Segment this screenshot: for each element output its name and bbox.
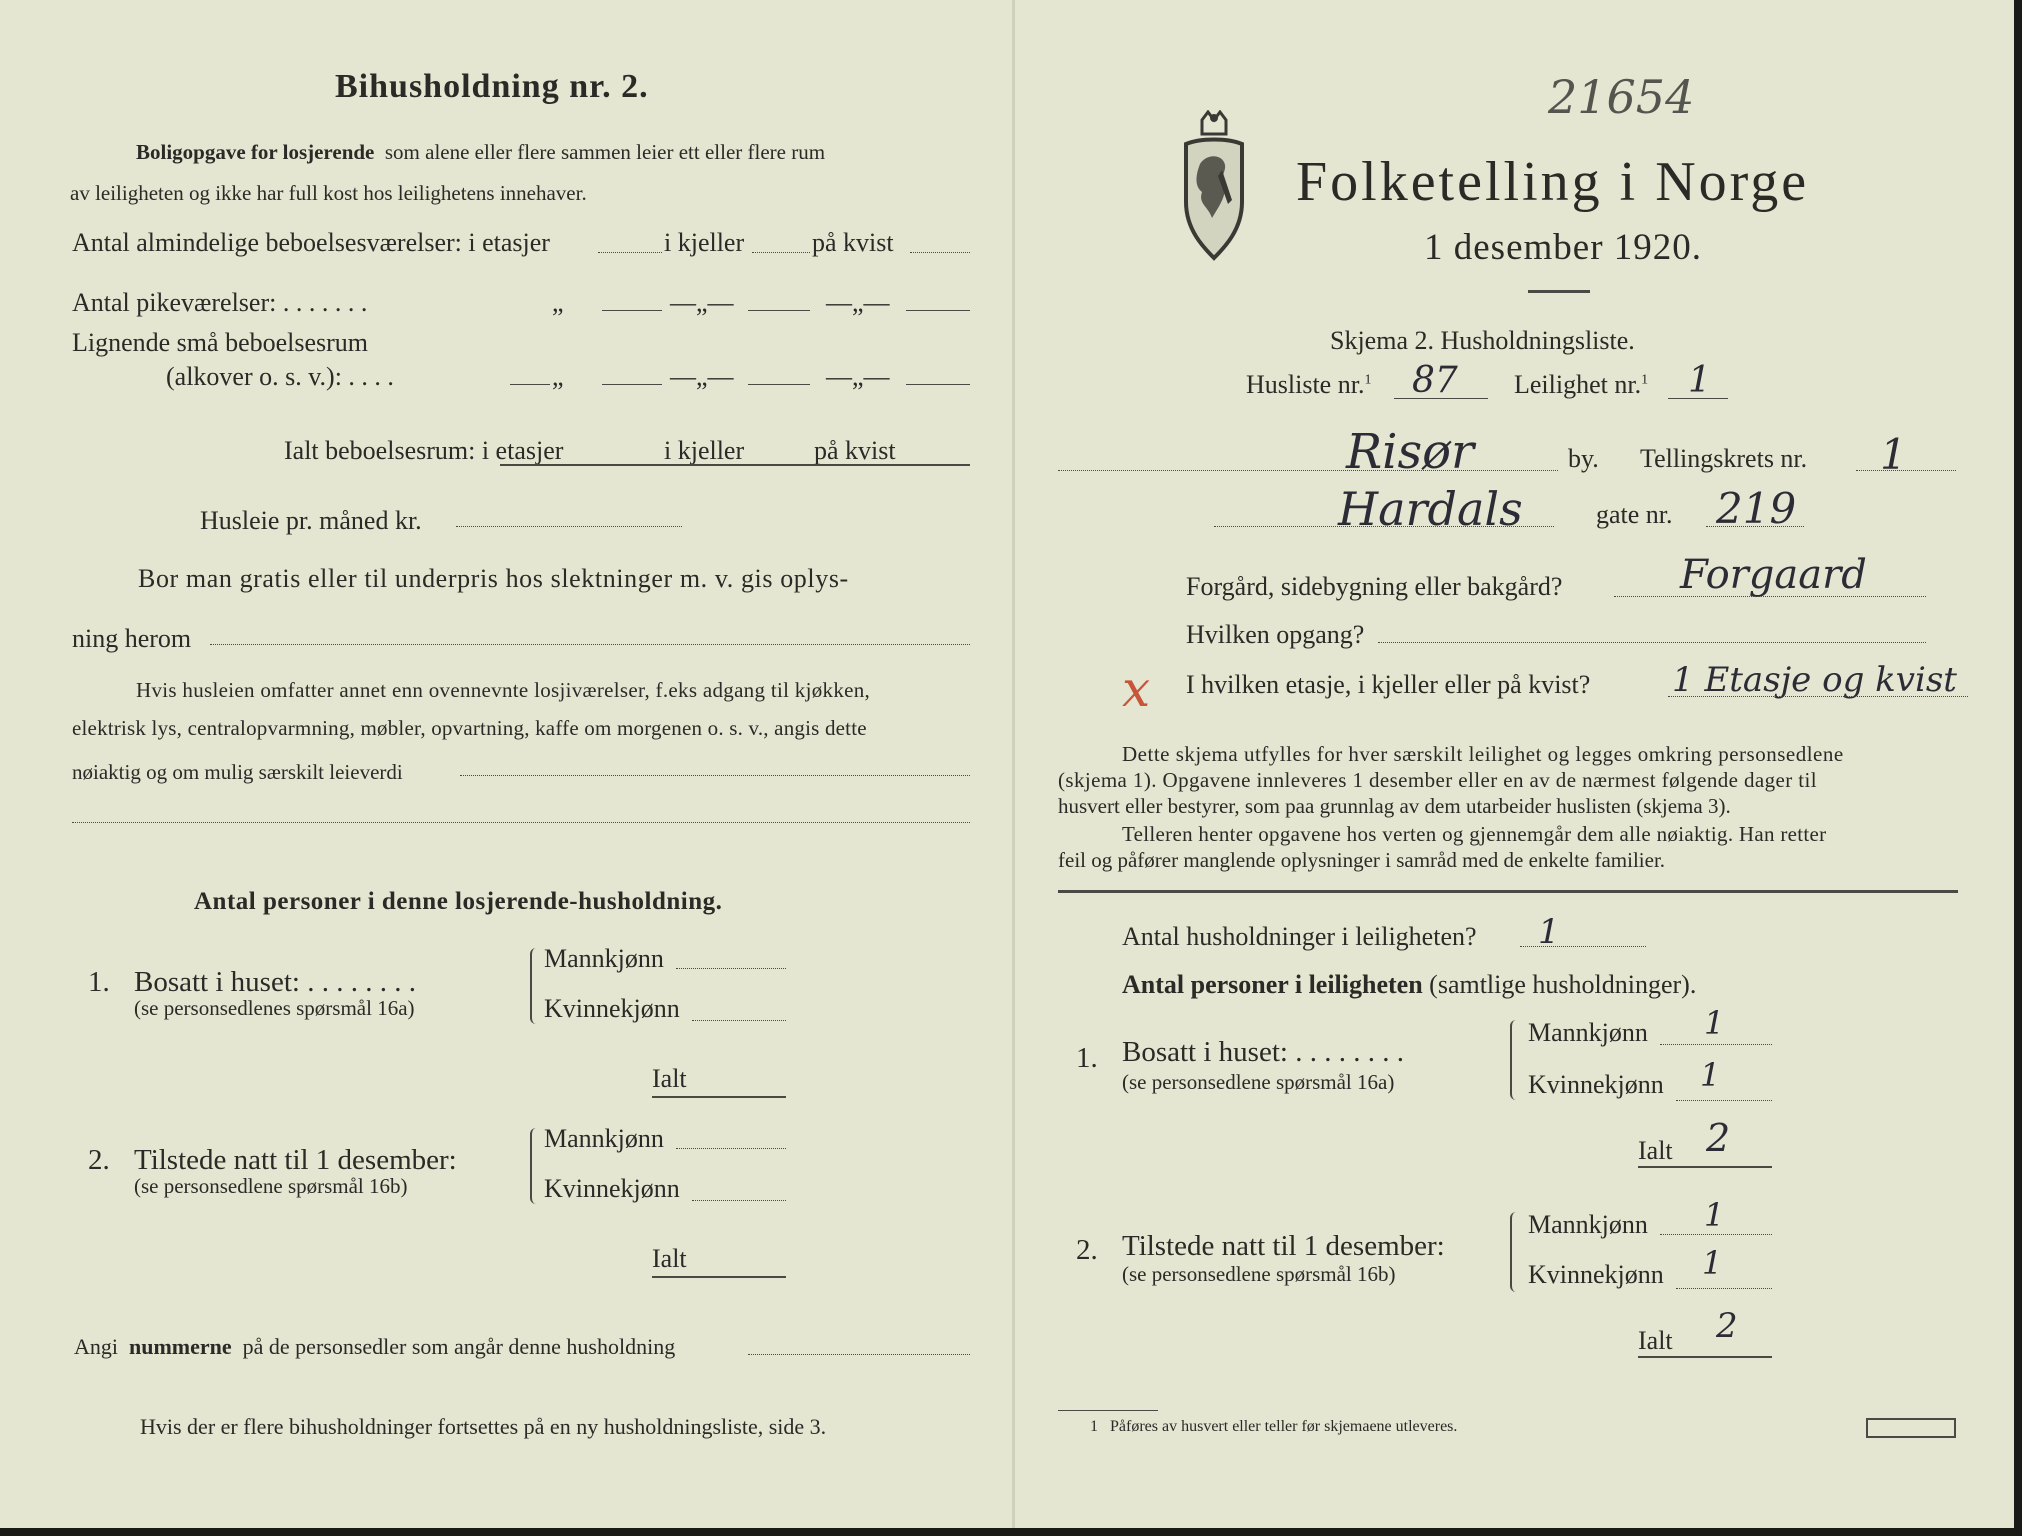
- left-q1-female-field: [692, 1020, 786, 1021]
- by-label: by.: [1568, 444, 1599, 473]
- left-q1-num: 1.: [88, 966, 110, 998]
- left-q1-female: Kvinnekjønn: [544, 994, 680, 1023]
- rooms-attic: på kvist: [812, 228, 894, 257]
- left-q1-label: Bosatt i huset: . . . . . . . .: [134, 966, 416, 998]
- ditto-mark: —„—: [670, 288, 734, 317]
- footnote-rule: [1058, 1410, 1158, 1411]
- right-q1-sub: (se personsedlene spørsmål 16a): [1122, 1070, 1395, 1094]
- schema-label: Skjema 2. Husholdningsliste.: [1330, 326, 1635, 355]
- entrance-field: [1378, 642, 1926, 643]
- page-fold: [1012, 0, 1015, 1528]
- more-note: Hvis der er flere bihusholdninger fortsettes på en ny husholdningsliste, side 3.: [140, 1414, 827, 1439]
- right-title: Folketelling i Norge: [1296, 151, 1810, 213]
- left-q1-male: Mannkjønn: [544, 944, 664, 973]
- free-line-1: Bor man gratis eller til underpris hos slektninger m. v. gis oplys-: [138, 564, 849, 593]
- krets-value: 1: [1880, 430, 1907, 479]
- left-q2-label: Tilstede natt til 1 desember:: [134, 1144, 457, 1176]
- maid-field-3: [906, 310, 970, 311]
- ditto-mark: „: [552, 362, 564, 391]
- left-q2-sub: (se personsedlene spørsmål 16b): [134, 1174, 408, 1198]
- city-field: [1058, 470, 1558, 471]
- right-q1-total-field: [1638, 1166, 1772, 1168]
- krets-field: [1856, 470, 1956, 471]
- left-q2-female: Kvinnekjønn: [544, 1174, 680, 1203]
- small-field-0: [510, 384, 550, 385]
- right-q1-brace: [1510, 1020, 1520, 1100]
- numbers-line: [74, 1334, 675, 1360]
- leilighet-label: Leilighet nr.$^1$: [1514, 370, 1649, 399]
- total-rooms-label: Ialt beboelsesrum: i etasjer: [284, 436, 564, 465]
- numbers-field: [748, 1354, 970, 1355]
- right-q2-total-field: [1638, 1356, 1772, 1358]
- intro-bold: Boligopgave for losjerende: [136, 140, 375, 164]
- instr-line-3: husvert eller bestyrer, som paa grunnlag av dem utarbeider huslisten (skjema 3).: [1058, 794, 1731, 818]
- small-field-3: [906, 384, 970, 385]
- numbers-pre: Angi: [74, 1334, 118, 1359]
- rooms-etasjer-field: [598, 252, 662, 253]
- ditto-mark: —„—: [670, 362, 734, 391]
- intro-rest: som alene eller flere sammen leier ett eller flere rum: [384, 140, 826, 164]
- building-value: Forgaard: [1680, 552, 1867, 598]
- ditto-mark: „: [552, 288, 564, 317]
- instr-line-2: (skjema 1). Opgavene innleveres 1 desember eller en av de nærmest følgende dager til: [1058, 768, 1817, 792]
- left-q2-total-field: [652, 1276, 786, 1278]
- right-q1-male-label: Mannkjønn: [1528, 1018, 1648, 1047]
- right-q2-male-label: Mannkjønn: [1528, 1210, 1648, 1239]
- rent-label: Husleie pr. måned kr.: [200, 506, 422, 535]
- incl-line-3: nøiaktig og om mulig særskilt leieverdi: [72, 760, 403, 784]
- left-q1-sub: (se personsedlenes spørsmål 16a): [134, 996, 415, 1020]
- street-field: [1214, 526, 1554, 527]
- intro-line-1: [136, 140, 825, 165]
- right-q2-num: 2.: [1076, 1234, 1098, 1266]
- right-q2-label: Tilstede natt til 1 desember:: [1122, 1230, 1445, 1262]
- right-q2-total-value: 2: [1716, 1306, 1738, 1346]
- left-q1-male-field: [676, 968, 786, 969]
- small-field-2: [748, 384, 810, 385]
- total-attic: på kvist: [814, 436, 896, 465]
- maid-rooms-label: Antal pikeværelser: . . . . . . .: [72, 288, 368, 317]
- right-q1-label: Bosatt i huset: . . . . . . . .: [1122, 1036, 1404, 1068]
- instr-line-1: Dette skjema utfylles for hver særskilt leilighet og legges omkring personsedlene: [1122, 742, 1844, 766]
- left-q2-male-field: [676, 1148, 786, 1149]
- gate-field: [1706, 526, 1804, 527]
- incl-field-2: [72, 822, 970, 823]
- free-line-2: ning herom: [72, 624, 192, 653]
- incl-line-1: Hvis husleien omfatter annet enn ovennevnte losjiværelser, f.eks adgang til kjøkken,: [136, 678, 871, 702]
- entrance-label: Hvilken opgang?: [1186, 620, 1365, 649]
- city-value: Risør: [1346, 424, 1474, 480]
- left-q2-female-field: [692, 1200, 786, 1201]
- households-label: Antal husholdninger i leiligheten?: [1122, 922, 1477, 951]
- small-rooms-sub: (alkover o. s. v.): . . . .: [166, 362, 394, 391]
- households-value: 1: [1538, 912, 1560, 952]
- right-q1-male-field: [1660, 1044, 1772, 1045]
- free-field: [210, 644, 970, 645]
- krets-label: Tellingskrets nr.: [1640, 444, 1808, 473]
- left-persons-heading: Antal personer i denne losjerende-husholdning.: [194, 888, 723, 915]
- husliste-value: 87: [1412, 360, 1458, 401]
- persons-heading: Antal personer i leiligheten (samtlige husholdninger).: [1122, 970, 1697, 999]
- right-q1-female-field: [1676, 1100, 1772, 1101]
- floor-mark: x: [1122, 660, 1151, 718]
- leilighet-field: [1668, 398, 1728, 399]
- numbers-bold: nummerne: [129, 1334, 232, 1359]
- building-label: Forgård, sidebygning eller bakgård?: [1186, 572, 1563, 601]
- right-q2-brace: [1510, 1212, 1520, 1292]
- gate-label: gate nr.: [1596, 500, 1673, 529]
- left-q1-total: Ialt: [652, 1064, 687, 1093]
- instr-line-4: Telleren henter opgavene hos verten og gjennemgår dem alle nøiaktig. Han retter: [1122, 822, 1827, 846]
- floor-value: 1 Etasje og kvist: [1672, 660, 1957, 700]
- right-q2-female-value: 1: [1702, 1244, 1723, 1282]
- husliste-label: Husliste nr.$^1$: [1246, 370, 1372, 399]
- printer-stamp-icon: [1866, 1418, 1956, 1438]
- floor-label: I hvilken etasje, i kjeller eller på kvist?: [1186, 670, 1591, 699]
- left-q1-brace: [530, 948, 540, 1024]
- husliste-field: [1394, 398, 1488, 399]
- ditto-mark: —„—: [826, 362, 890, 391]
- intro-line-2: av leiligheten og ikke har full kost hos leilighetens innehaver.: [70, 181, 587, 205]
- right-date: 1 desember 1920.: [1424, 227, 1703, 268]
- right-q1-male-value: 1: [1704, 1004, 1725, 1042]
- right-q2-female-field: [1676, 1288, 1772, 1289]
- street-value: Hardals: [1338, 482, 1523, 536]
- incl-field: [460, 775, 970, 776]
- rooms-attic-field: [910, 252, 970, 253]
- rooms-cellar: i kjeller: [664, 228, 745, 257]
- right-q2-male-field: [1660, 1234, 1772, 1235]
- rooms-cellar-field: [752, 252, 810, 253]
- right-q1-num: 1.: [1076, 1042, 1098, 1074]
- floor-field: [1668, 696, 1968, 697]
- rooms-label: Antal almindelige beboelsesværelser: i etasjer: [72, 228, 550, 257]
- right-q2-male-value: 1: [1704, 1196, 1725, 1234]
- maid-field-1: [602, 310, 662, 311]
- leilighet-value: 1: [1688, 360, 1711, 401]
- ditto-mark: —„—: [826, 288, 890, 317]
- right-q2-total-label: Ialt: [1638, 1326, 1673, 1355]
- footnote: 1 Påføres av husvert eller teller før skjemaene utleveres.: [1090, 1418, 1458, 1435]
- right-q1-total-label: Ialt: [1638, 1136, 1673, 1165]
- right-q2-sub: (se personsedlene spørsmål 16b): [1122, 1262, 1396, 1286]
- left-q2-num: 2.: [88, 1144, 110, 1176]
- small-field-1: [602, 384, 662, 385]
- instr-line-5: feil og påfører manglende oplysninger i samråd med de enkelte familier.: [1058, 848, 1666, 872]
- left-q2-total: Ialt: [652, 1244, 687, 1273]
- rent-field: [456, 526, 682, 527]
- title-rule: [1528, 290, 1590, 293]
- right-q1-female-label: Kvinnekjønn: [1528, 1070, 1664, 1099]
- households-field: [1520, 946, 1646, 947]
- left-q2-male: Mannkjønn: [544, 1124, 664, 1153]
- total-cellar: i kjeller: [664, 436, 745, 465]
- left-q1-total-field: [652, 1096, 786, 1098]
- small-rooms-label: Lignende små beboelsesrum: [72, 328, 369, 357]
- total-rooms-rule: [500, 464, 970, 466]
- incl-line-2: elektrisk lys, centralopvarmning, møbler, opvartning, kaffe om morgenen o. s. v., angis dette: [72, 716, 867, 740]
- instr-rule: [1058, 890, 1958, 893]
- left-title: Bihusholdning nr. 2.: [335, 68, 649, 105]
- right-q1-total-value: 2: [1706, 1116, 1731, 1160]
- archive-number: 21654: [1548, 70, 1695, 124]
- numbers-rest: på de personsedler som angår denne husholdning: [242, 1334, 676, 1359]
- maid-field-2: [748, 310, 810, 311]
- norway-coat-of-arms-icon: [1172, 110, 1256, 267]
- right-q1-female-value: 1: [1700, 1056, 1721, 1094]
- building-field: [1614, 596, 1926, 597]
- left-q2-brace: [530, 1128, 540, 1204]
- gate-value: 219: [1716, 484, 1797, 533]
- right-q2-female-label: Kvinnekjønn: [1528, 1260, 1664, 1289]
